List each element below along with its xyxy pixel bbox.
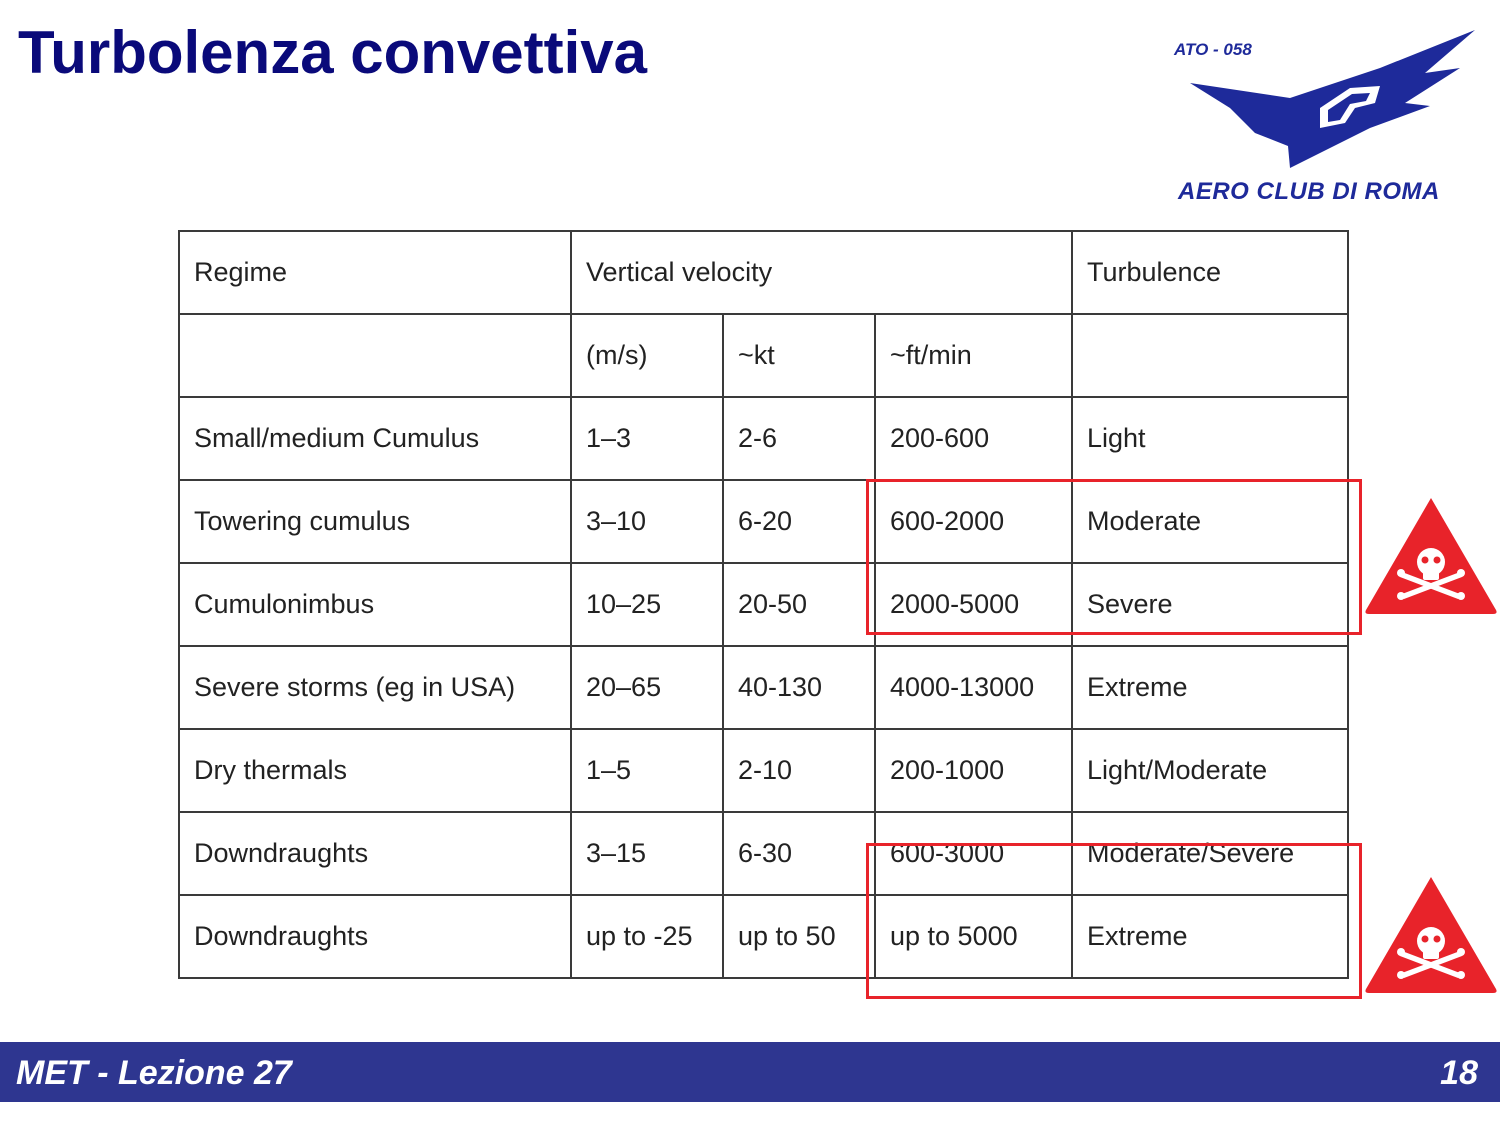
ftmin-cell: 4000-13000: [875, 646, 1072, 729]
kt-cell: 6-20: [723, 480, 875, 563]
kt-cell: 2-10: [723, 729, 875, 812]
ftmin-cell: 2000-5000: [875, 563, 1072, 646]
ms-cell: 10–25: [571, 563, 723, 646]
table-row: [179, 729, 1348, 812]
turbulence-cell: Moderate: [1072, 480, 1348, 563]
ms-cell: 3–10: [571, 480, 723, 563]
highlight-box-convective: [866, 479, 1362, 635]
kt-cell: 2-6: [723, 397, 875, 480]
subheader-cell: (m/s): [571, 314, 723, 397]
slide-title: Turbolenza convettiva: [18, 19, 648, 86]
turbulence-cell: Light: [1072, 397, 1348, 480]
kt-cell: 40-130: [723, 646, 875, 729]
header-cell: Turbulence: [1072, 231, 1348, 314]
kt-cell: 6-30: [723, 812, 875, 895]
regime-cell: Towering cumulus: [179, 480, 571, 563]
logo-name: AERO CLUB DI ROMA: [1178, 178, 1440, 205]
kt-cell: 20-50: [723, 563, 875, 646]
ftmin-cell: 200-1000: [875, 729, 1072, 812]
subheader-cell: [179, 314, 571, 397]
table-row: [179, 646, 1348, 729]
table-subheader-row: [179, 314, 1348, 397]
regime-cell: Cumulonimbus: [179, 563, 571, 646]
turbulence-cell: Light/Moderate: [1072, 729, 1348, 812]
ms-cell: 3–15: [571, 812, 723, 895]
lesson-label: MET - Lezione 27: [16, 1054, 292, 1092]
ms-cell: 20–65: [571, 646, 723, 729]
header-cell: Regime: [179, 231, 571, 314]
regime-cell: Small/medium Cumulus: [179, 397, 571, 480]
turbulence-cell: Severe: [1072, 563, 1348, 646]
regime-cell: Downdraughts: [179, 812, 571, 895]
regime-cell: Dry thermals: [179, 729, 571, 812]
highlight-box-downdraughts: [866, 843, 1362, 999]
ftmin-cell: 600-2000: [875, 480, 1072, 563]
skull-warning-triangle-icon: [1362, 494, 1500, 616]
regime-cell: Severe storms (eg in USA): [179, 646, 571, 729]
turbulence-cell: Extreme: [1072, 895, 1348, 978]
slide-footer: [0, 1042, 1500, 1102]
table-header-row: [179, 231, 1348, 314]
ftmin-cell: up to 5000: [875, 895, 1072, 978]
ms-cell: 1–3: [571, 397, 723, 480]
page-number: 18: [1440, 1054, 1478, 1092]
subheader-cell: ~kt: [723, 314, 875, 397]
subheader-cell: [1072, 314, 1348, 397]
turbulence-cell: Moderate/Severe: [1072, 812, 1348, 895]
subheader-cell: ~ft/min: [875, 314, 1072, 397]
table-row: [179, 397, 1348, 480]
ms-cell: 1–5: [571, 729, 723, 812]
ftmin-cell: 600-3000: [875, 812, 1072, 895]
logo-code: ATO - 058: [1174, 40, 1252, 59]
regime-cell: Downdraughts: [179, 895, 571, 978]
aero-club-logo: [1170, 28, 1480, 213]
header-cell: Vertical velocity: [571, 231, 1072, 314]
turbulence-cell: Extreme: [1072, 646, 1348, 729]
kt-cell: up to 50: [723, 895, 875, 978]
ftmin-cell: 200-600: [875, 397, 1072, 480]
ms-cell: up to -25: [571, 895, 723, 978]
skull-warning-triangle-icon: [1362, 873, 1500, 995]
